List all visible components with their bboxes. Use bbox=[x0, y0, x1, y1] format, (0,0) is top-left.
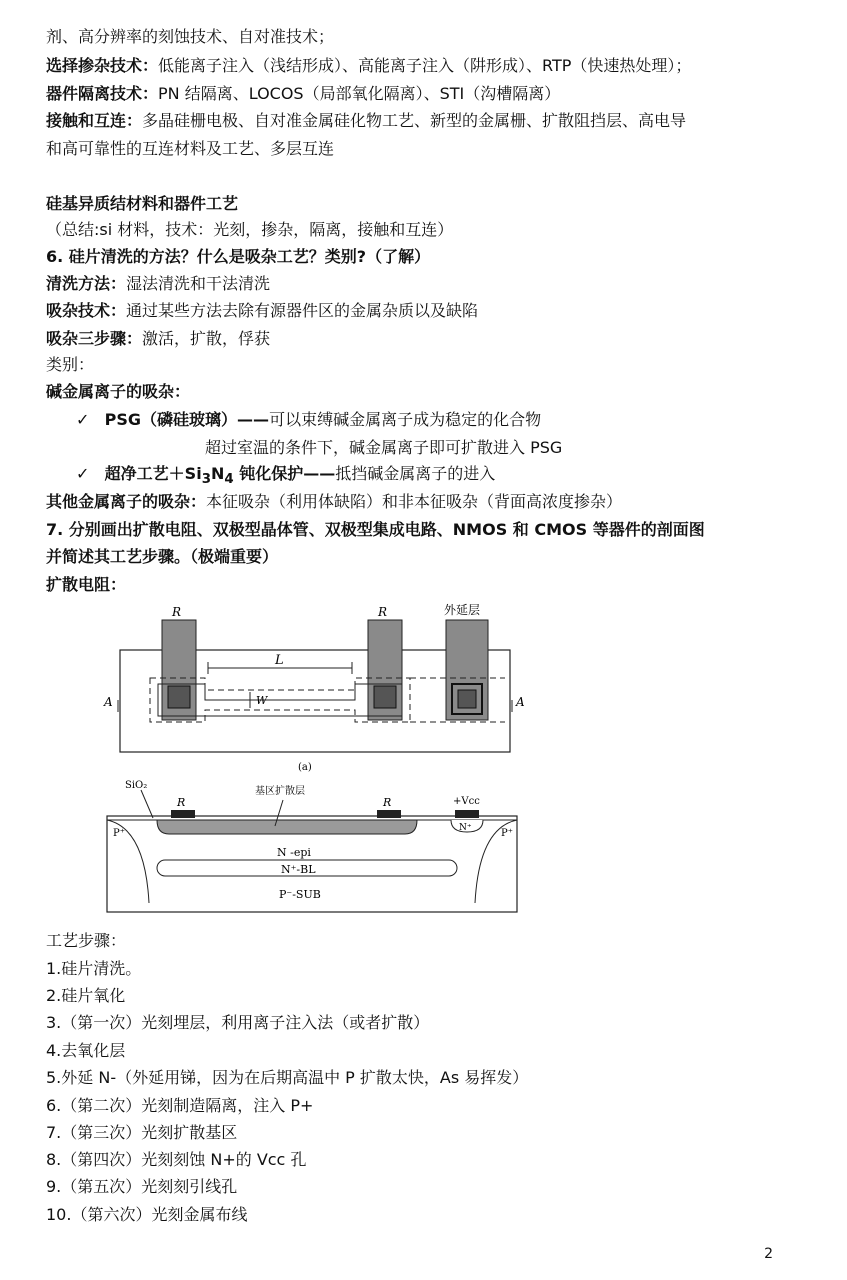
label-l: L bbox=[275, 653, 284, 668]
label-nplus: N⁺ bbox=[459, 823, 472, 833]
step-item: 6.（第二次）光刻制造隔离，注入 P+ bbox=[46, 1096, 314, 1115]
contact-left bbox=[168, 686, 190, 708]
step-item: 3.（第一次）光刻埋层，利用离子注入法（或者扩散） bbox=[46, 1013, 430, 1032]
step-item: 9.（第五次）光刻刻引线孔 bbox=[46, 1177, 238, 1196]
resistor-top-view-figure bbox=[104, 600, 530, 780]
term-label: 吸杂三步骤： bbox=[46, 329, 143, 348]
term-label: 清洗方法： bbox=[46, 274, 127, 293]
bullet-item bbox=[76, 409, 541, 431]
question-heading: 7. 分别画出扩散电阻、双极型晶体管、双极型集成电路、NMOS 和 CMOS 等器件的剖面图 bbox=[46, 520, 705, 539]
text-line: 超过室温的条件下，碱金属离子即可扩散进入 PSG bbox=[205, 438, 563, 457]
label-a: A bbox=[516, 695, 525, 709]
text-line bbox=[46, 491, 622, 513]
question-heading: 6. 硅片清洗的方法？什么是吸杂工艺？类别?（了解） bbox=[46, 247, 431, 266]
term-label: 超净工艺$+Si_3N_4$ 钝化保护—— bbox=[104, 464, 336, 488]
term-label: 接触和互连： bbox=[46, 111, 143, 130]
section-heading: 硅基异质结材料和器件工艺 bbox=[46, 194, 239, 213]
term-label: 其他金属离子的吸杂： bbox=[46, 492, 207, 511]
base-diffusion bbox=[157, 820, 417, 834]
term-text: 通过某些方法去除有源器件区的金属杂质以及缺陷 bbox=[126, 301, 479, 320]
term-text: 多晶硅栅电极、自对准金属硅化物工艺、新型的金属栅、扩散阻挡层、高电导 bbox=[142, 111, 687, 130]
epi-contact-inner bbox=[458, 690, 476, 708]
contact-vcc bbox=[455, 810, 479, 818]
label-psub: P⁻-SUB bbox=[279, 888, 321, 901]
term-label: 器件隔离技术： bbox=[46, 84, 159, 103]
label-w: W bbox=[256, 694, 268, 707]
term-label: 选择掺杂技术： bbox=[46, 56, 159, 75]
label-pplus: P⁺ bbox=[113, 828, 126, 839]
text-line: 扩散电阻： bbox=[46, 575, 127, 594]
term-text: 湿法清洗和干法清洗 bbox=[126, 274, 271, 293]
bullet-item bbox=[76, 463, 495, 491]
label-r: R bbox=[172, 605, 182, 619]
label-base: 基区扩散层 bbox=[255, 786, 305, 797]
label-pplus: P⁺ bbox=[501, 828, 514, 839]
check-icon: ✓ bbox=[76, 464, 90, 483]
text-line: 剂、高分辨率的刻蚀技术、自对准技术； bbox=[46, 27, 335, 46]
text-line: 类别： bbox=[46, 355, 95, 374]
step-item: 1.硅片清洗。 bbox=[46, 959, 142, 978]
check-icon: ✓ bbox=[76, 410, 90, 429]
label-nepi: N -epi bbox=[277, 846, 311, 859]
label-r: R bbox=[177, 796, 186, 809]
text-line bbox=[46, 110, 686, 132]
term-text: 低能离子注入（浅结形成）、高能离子注入（阱形成）、RTP（快速热处理）； bbox=[158, 56, 692, 75]
step-item: 10.（第六次）光刻金属布线 bbox=[46, 1205, 248, 1224]
term-text: 激活，扩散，俘获 bbox=[142, 329, 271, 348]
term-text: 可以束缚碱金属离子成为稳定的化合物 bbox=[269, 410, 542, 429]
term-label: PSG（磷硅玻璃）—— bbox=[104, 410, 270, 429]
text-line bbox=[46, 300, 478, 322]
figure-caption: (a) bbox=[298, 762, 312, 773]
text-line: 碱金属离子的吸杂： bbox=[46, 382, 191, 401]
term-text: PN 结隔离、LOCOS（局部氧化隔离）、STI（沟槽隔离） bbox=[158, 84, 561, 103]
label-a: A bbox=[104, 695, 113, 709]
steps-title: 工艺步骤： bbox=[46, 931, 127, 950]
label-vcc: +Vcc bbox=[453, 796, 480, 807]
contact-right bbox=[374, 686, 396, 708]
step-item: 4.去氧化层 bbox=[46, 1041, 126, 1060]
label-r: R bbox=[383, 796, 392, 809]
label-epi: 外延层 bbox=[444, 603, 481, 617]
term-text: 本征吸杂（利用体缺陷）和非本征吸杂（背面高浓度掺杂） bbox=[206, 492, 623, 511]
label-r: R bbox=[378, 605, 388, 619]
leader-line bbox=[141, 790, 153, 818]
text-line: （总结:si 材料，技术：光刻，掺杂，隔离，接触和互连） bbox=[46, 220, 454, 239]
text-line bbox=[46, 55, 691, 77]
term-text: 抵挡碱金属离子的进入 bbox=[335, 464, 496, 483]
text-line bbox=[46, 328, 270, 350]
step-item: 5.外延 N-（外延用锑，因为在后期高温中 P 扩散太快，As 易挥发） bbox=[46, 1068, 529, 1087]
resistor-cross-section-figure bbox=[105, 778, 535, 918]
step-item: 2.硅片氧化 bbox=[46, 986, 126, 1005]
label-sio2: SiO₂ bbox=[125, 780, 148, 791]
contact-left bbox=[171, 810, 195, 818]
label-nbl: N⁺-BL bbox=[281, 863, 316, 876]
page-number: 2 bbox=[764, 1246, 773, 1262]
question-heading: 并简述其工艺步骤。（极端重要） bbox=[46, 547, 279, 566]
text-line bbox=[46, 273, 270, 295]
step-item: 7.（第三次）光刻扩散基区 bbox=[46, 1123, 238, 1142]
contact-right bbox=[377, 810, 401, 818]
step-item: 8.（第四次）光刻刻蚀 N+的 Vcc 孔 bbox=[46, 1150, 307, 1169]
term-label: 吸杂技术： bbox=[46, 301, 127, 320]
text-line: 和高可靠性的互连材料及工艺、多层互连 bbox=[46, 139, 335, 158]
text-line bbox=[46, 83, 560, 105]
